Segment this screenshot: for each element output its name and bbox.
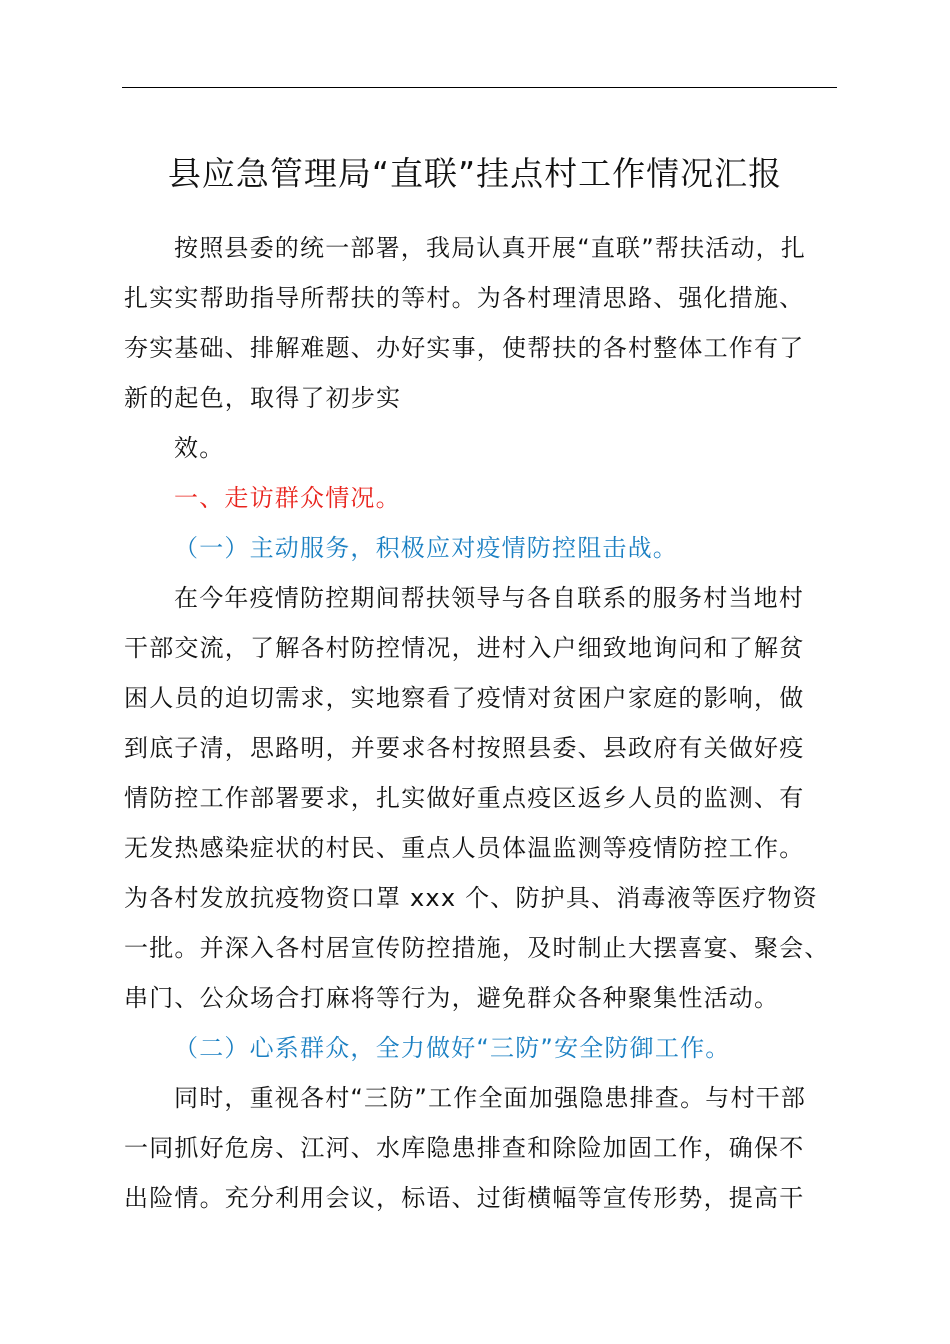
paragraph-line: 在今年疫情防控期间帮扶领导与各自联系的服务村当地村: [174, 584, 804, 612]
section-heading-1: 一、走访群众情况。: [174, 484, 401, 512]
paragraph-line: 扎实实帮助指导所帮扶的等村。为各村理清思路、强化措施、: [124, 284, 805, 312]
paragraph-line: 无发热感染症状的村民、重点人员体温监测等疫情防控工作。: [124, 834, 805, 862]
paragraph-line: 效。: [174, 434, 225, 462]
paragraph-line: 按照县委的统一部署，我局认真开展“直联”帮扶活动，扎: [174, 234, 807, 262]
paragraph-line: 困人员的迫切需求，实地察看了疫情对贫困户家庭的影响，做: [124, 684, 805, 712]
paragraph-line: 情防控工作部署要求，扎实做好重点疫区返乡人员的监测、有: [124, 784, 805, 812]
paragraph-line: 一同抓好危房、江河、水库隐患排查和除险加固工作，确保不: [124, 1134, 805, 1162]
paragraph-line: 新的起色，取得了初步实: [124, 384, 402, 412]
paragraph-line: 为各村发放抗疫物资口罩 xxx 个、防护具、消毒液等医疗物资: [124, 884, 818, 912]
subsection-heading-2: （二）心系群众，全力做好“三防”安全防御工作。: [174, 1034, 731, 1062]
paragraph-line: 干部交流，了解各村防控情况，进村入户细致地询问和了解贫: [124, 634, 805, 662]
paragraph-line: 串门、公众场合打麻将等行为，避免群众各种聚集性活动。: [124, 984, 780, 1012]
paragraph-line: 到底子清，思路明，并要求各村按照县委、县政府有关做好疫: [124, 734, 805, 762]
paragraph-line: 出险情。充分利用会议，标语、过街横幅等宣传形势，提高干: [124, 1184, 805, 1212]
document-title: 县应急管理局“直联”挂点村工作情况汇报: [167, 154, 783, 193]
subsection-heading-1: （一）主动服务，积极应对疫情防控阻击战。: [174, 534, 678, 562]
paragraph-line: 一批。并深入各村居宣传防控措施，及时制止大摆喜宴、聚会、: [124, 934, 830, 962]
paragraph-line: 同时，重视各村“三防”工作全面加强隐患排查。与村干部: [174, 1084, 807, 1112]
paragraph-line: 夯实基础、排解难题、办好实事，使帮扶的各村整体工作有了: [124, 334, 805, 362]
header-rule: [122, 87, 837, 88]
